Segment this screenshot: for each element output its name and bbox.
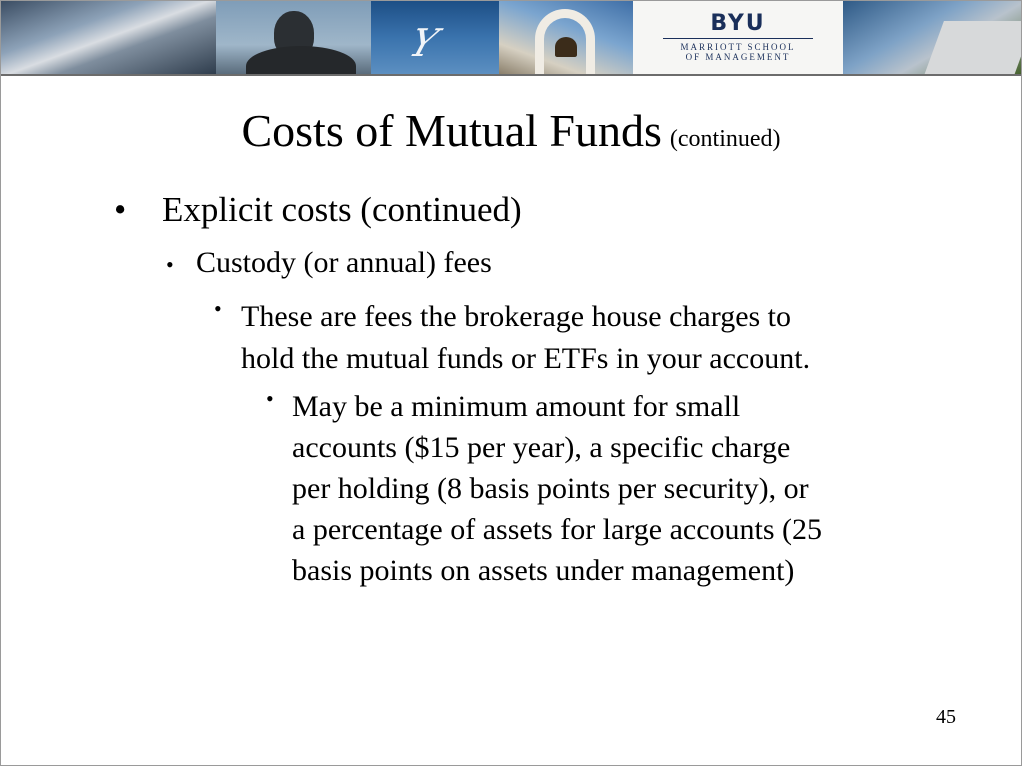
bullet-l4-line: a percentage of assets for large accounts (25 (292, 513, 823, 546)
byu-marriott-logo (633, 1, 843, 74)
bullet-level-4 (266, 386, 822, 591)
header-banner (1, 1, 1021, 76)
bullet-level-1 (114, 190, 522, 230)
bullet-dot: • (114, 190, 127, 229)
slide-title (0, 104, 1022, 157)
bullet-l4-line: per holding (8 basis points per security), or (292, 472, 809, 505)
bullet-l3-line: These are fees the brokerage house charges to (241, 300, 792, 333)
bullet-l4-line: May be a minimum amount for small (292, 390, 741, 423)
logo-byu-text: BYU (710, 11, 766, 36)
bullet-l2-text: Custody (or annual) fees (196, 246, 492, 279)
logo-divider (663, 38, 813, 39)
title-suffix: (continued) (669, 126, 781, 152)
bullet-l1-text: Explicit costs (continued) (162, 190, 522, 229)
statue-body-shape (246, 46, 356, 74)
bullet-level-3 (214, 296, 810, 380)
bullet-dot: • (214, 296, 222, 321)
banner-photo-bell-tower (499, 1, 633, 74)
bullet-l4-line: basis points on assets under management) (292, 554, 795, 587)
banner-photo-y-mountain (371, 1, 499, 74)
logo-line-2: OF MANAGEMENT (685, 52, 791, 62)
bullet-l3-text (214, 296, 810, 380)
bullet-l4-line: accounts ($15 per year), a specific charge (292, 431, 791, 464)
bullet-l4-text (266, 386, 822, 591)
y-mountain-icon: Y (403, 21, 444, 65)
bell-icon (555, 37, 577, 57)
title-main: Costs of Mutual Funds (241, 105, 662, 156)
bullet-dot: • (266, 386, 274, 411)
banner-photo-architecture (1, 1, 216, 74)
bullet-dot: • (166, 252, 174, 277)
bullet-l3-line: hold the mutual funds or ETFs in your account. (241, 342, 811, 375)
bullet-level-2 (166, 246, 492, 280)
logo-line-1: MARRIOTT SCHOOL (680, 42, 796, 52)
banner-photo-building (843, 1, 1021, 74)
page-number: 45 (936, 706, 956, 728)
banner-photo-statue (216, 1, 371, 74)
building-shape (922, 21, 1021, 74)
